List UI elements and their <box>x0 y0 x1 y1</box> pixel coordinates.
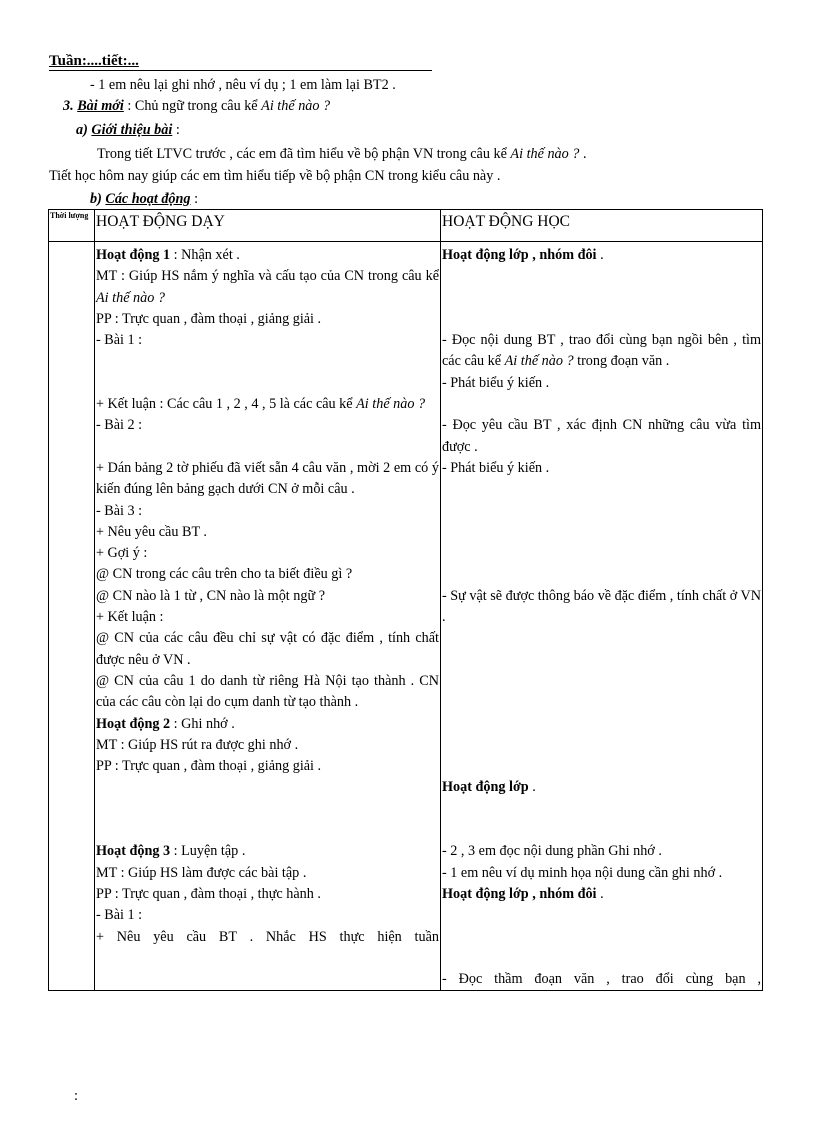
activity-2-goal: MT : Giúp HS rút ra được ghi nhớ . <box>96 736 299 753</box>
activity-1-goal-italic: Ai thế nào ? <box>96 289 165 306</box>
teacher-cell <box>95 242 441 991</box>
activity-3-method: PP : Trực quan , đàm thoại , thực hành . <box>96 885 321 902</box>
section-3-title: Bài mới <box>77 98 124 114</box>
activity-2-label: Hoạt động 2 <box>96 715 171 732</box>
student-2-read: - 2 , 3 em đọc nội dung phần Ghi nhớ . <box>442 843 662 860</box>
activity-3-rest: : Luyện tập . <box>173 843 246 860</box>
student-1-read <box>442 330 761 373</box>
student-1-end: . <box>600 247 604 263</box>
intro-paragraph-2: Tiết học hôm nay giúp các em tìm hiểu tiếp về bộ phận CN trong kiểu câu này . <box>49 168 501 184</box>
subsection-a-colon: : <box>175 122 180 138</box>
activity-3-goal: MT : Giúp HS làm được các bài tập . <box>96 864 307 881</box>
student-2-end: . <box>532 779 536 796</box>
subsection-b-colon: : <box>194 191 199 207</box>
student-3-label: Hoạt động lớp , nhóm đôi <box>442 885 597 902</box>
activity-1-hint: + Gợi ý : <box>96 545 148 562</box>
intro-paragraph-1-end: . <box>582 146 587 162</box>
check-old-lesson: - 1 em nêu lại ghi nhớ , nêu ví dụ ; 1 em làm lại BT2 . <box>90 77 396 93</box>
student-1-speak-2: - Phát biểu ý kiến . <box>442 459 550 476</box>
activity-2-method: PP : Trực quan , đàm thoại , giảng giải . <box>96 758 322 775</box>
student-3-read: - Đọc thầm đoạn văn , trao đổi cùng bạn , <box>442 971 761 988</box>
section-3-text: : Chủ ngữ trong câu kể <box>127 98 262 114</box>
intro-paragraph-1 <box>97 145 586 163</box>
activity-1-exercise-1: - Bài 1 : <box>96 332 143 349</box>
activity-table <box>48 209 763 991</box>
footer-colon: : <box>74 1088 78 1104</box>
section-3-heading <box>63 97 330 115</box>
header-time: Thời lượng <box>49 210 95 242</box>
activity-1-conclusion-italic: Ai thế nào ? <box>356 396 426 413</box>
activity-3-task: + Nêu yêu cầu BT . Nhắc HS thực hiện tuần <box>96 928 439 945</box>
activity-1-rest: : Nhận xét . <box>173 247 240 263</box>
student-cell <box>441 242 763 991</box>
table-body-row <box>49 242 763 991</box>
student-1-read-end: trong đoạn văn . <box>573 353 670 370</box>
student-1-title <box>442 242 761 266</box>
subsection-a-heading <box>76 121 180 139</box>
week-lesson-header: Tuần:....tiết:... <box>49 53 139 69</box>
time-cell <box>49 242 95 991</box>
activity-1-board: + Dán bảng 2 tờ phiếu đã viết sẵn 4 câu văn , mời 2 em có ý kiến đúng lên bảng gạch dưới CN ở mỗi câu . <box>96 459 439 498</box>
activity-3-label: Hoạt động 3 <box>96 843 171 860</box>
intro-paragraph-1-italic: Ai thế nào ? <box>510 146 580 162</box>
activity-1-conclusion-b: @ CN của câu 1 do danh từ riêng Hà Nội tạo thành . CN của các câu còn lại do cụm danh từ tạo thành . <box>96 672 439 711</box>
activity-1-task: + Nêu yêu cầu BT . <box>96 523 207 540</box>
student-1-speak: - Phát biểu ý kiến . <box>442 374 550 391</box>
activity-1-conclusion-a: @ CN của các câu đều chỉ sự vật có đặc điểm , tính chất được nêu ở VN . <box>96 630 439 668</box>
subsection-b-label: b) <box>90 191 102 207</box>
student-1-label: Hoạt động lớp , nhóm đôi <box>442 247 597 263</box>
activity-1-question-1: @ CN trong các câu trên cho ta biết điều gì ? <box>96 566 353 583</box>
table-header-row <box>49 210 763 242</box>
activity-1-method: PP : Trực quan , đàm thoại , giảng giải . <box>96 310 322 327</box>
activity-1-conclusion-text: + Kết luận : Các câu 1 , 2 , 4 , 5 là các câu kể <box>96 396 357 413</box>
activity-1-exercise-2: - Bài 2 : <box>96 417 143 434</box>
subsection-b-heading <box>90 190 198 208</box>
section-3-number: 3. <box>63 98 74 114</box>
section-3-italic: Ai thế nào ? <box>261 98 331 114</box>
subsection-b-title: Các hoạt động <box>105 191 191 207</box>
activity-1-conclusion-2: + Kết luận : <box>96 609 164 626</box>
activity-1-goal <box>96 266 439 309</box>
activity-2-rest: : Ghi nhớ . <box>173 715 235 732</box>
activity-1-conclusion <box>96 394 439 415</box>
student-2-example: - 1 em nêu ví dụ minh họa nội dung cần ghi nhớ . <box>442 864 723 881</box>
subsection-a-title: Giới thiệu bài <box>91 122 173 138</box>
intro-paragraph-1-text: Trong tiết LTVC trước , các em đã tìm hiểu về bộ phận VN trong câu kể <box>97 146 511 162</box>
activity-2-title <box>96 714 439 735</box>
activity-1-goal-text: MT : Giúp HS nắm ý nghĩa và cấu tạo của CN trong câu kể <box>96 268 439 285</box>
activity-1-label: Hoạt động 1 <box>96 247 171 263</box>
student-2-label: Hoạt động lớp <box>442 779 529 796</box>
header-teacher: HOẠT ĐỘNG DẠY <box>95 210 441 242</box>
student-1-read-task: - Đọc yêu cầu BT , xác định CN những câu vừa tìm được . <box>442 417 761 455</box>
activity-1-title <box>96 242 439 266</box>
student-3-title <box>442 884 761 905</box>
header-rule <box>49 70 432 71</box>
activity-3-exercise-1: - Bài 1 : <box>96 907 143 924</box>
activity-1-exercise-3: - Bài 3 : <box>96 502 143 519</box>
subsection-a-label: a) <box>76 122 88 138</box>
activity-1-question-2: @ CN nào là 1 từ , CN nào là một ngữ ? <box>96 587 326 604</box>
student-2-title <box>442 777 761 798</box>
student-1-read-italic: Ai thế nào ? <box>504 353 574 370</box>
student-1-answer: - Sự vật sẽ được thông báo về đặc điểm , tính chất ở VN . <box>442 587 761 626</box>
activity-3-title <box>96 841 439 862</box>
header-student: HOẠT ĐỘNG HỌC <box>441 210 763 242</box>
student-3-end: . <box>600 885 604 902</box>
student-1-read-text: - Đọc nội dung BT , trao đổi cùng bạn ngồi bên , tìm các câu kể <box>442 332 761 370</box>
